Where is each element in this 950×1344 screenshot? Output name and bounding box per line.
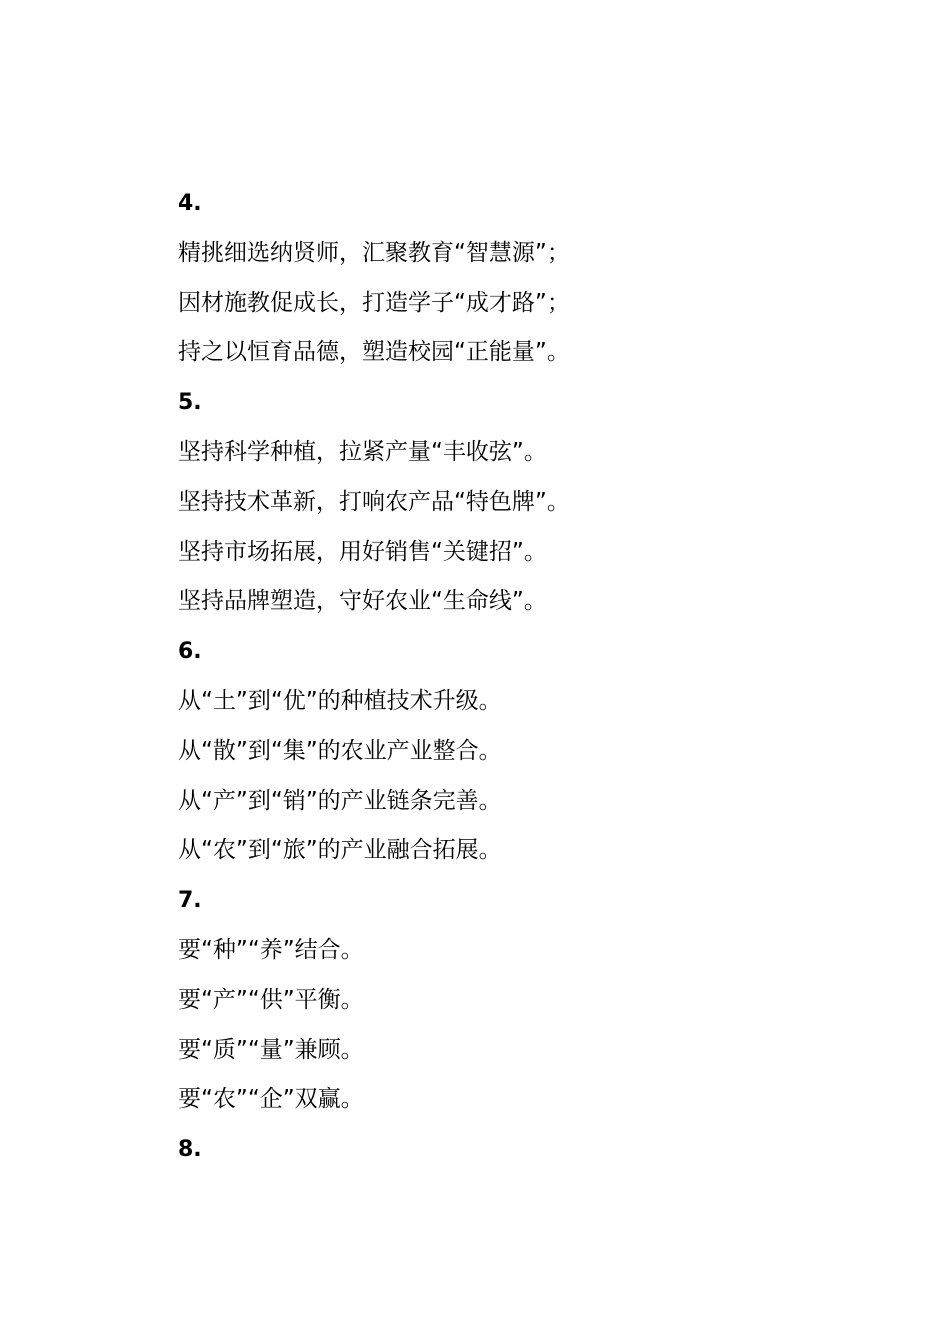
section-5-line-3: 坚持市场拓展，用好销售“关键招”。 xyxy=(178,538,547,565)
section-6-line-2: 从“散”到“集”的农业产业整合。 xyxy=(178,737,502,764)
section-number-7: 7. xyxy=(178,888,202,914)
section-number-5: 5. xyxy=(178,390,202,416)
section-number-6: 6. xyxy=(178,639,202,665)
section-7-line-2: 要“产”“供”平衡。 xyxy=(178,986,364,1013)
section-4-line-3: 持之以恒育品德，塑造校园“正能量”。 xyxy=(178,339,570,366)
section-7-line-4: 要“农”“企”双赢。 xyxy=(178,1086,364,1113)
section-7-line-3: 要“质”“量”兼顾。 xyxy=(178,1036,364,1063)
section-5-line-1: 坚持科学种植，拉紧产量“丰收弦”。 xyxy=(178,438,547,465)
document-body xyxy=(178,179,878,1175)
section-number-4: 4. xyxy=(178,191,202,216)
section-4-line-1: 精挑细选纳贤师，汇聚教育“智慧源”； xyxy=(178,239,570,266)
section-5-line-2: 坚持技术革新，打响农产品“特色牌”。 xyxy=(178,488,570,515)
section-5-line-4: 坚持品牌塑造，守好农业“生命线”。 xyxy=(178,588,547,615)
section-4-line-2: 因材施教促成长，打造学子“成才路”； xyxy=(178,289,570,316)
section-7-line-1: 要“种”“养”结合。 xyxy=(178,936,364,963)
section-6-line-3: 从“产”到“销”的产业链条完善。 xyxy=(178,787,502,814)
section-6-line-1: 从“土”到“优”的种植技术升级。 xyxy=(178,687,502,714)
section-6-line-4: 从“农”到“旅”的产业融合拓展。 xyxy=(178,837,502,864)
section-number-8: 8. xyxy=(178,1137,202,1163)
